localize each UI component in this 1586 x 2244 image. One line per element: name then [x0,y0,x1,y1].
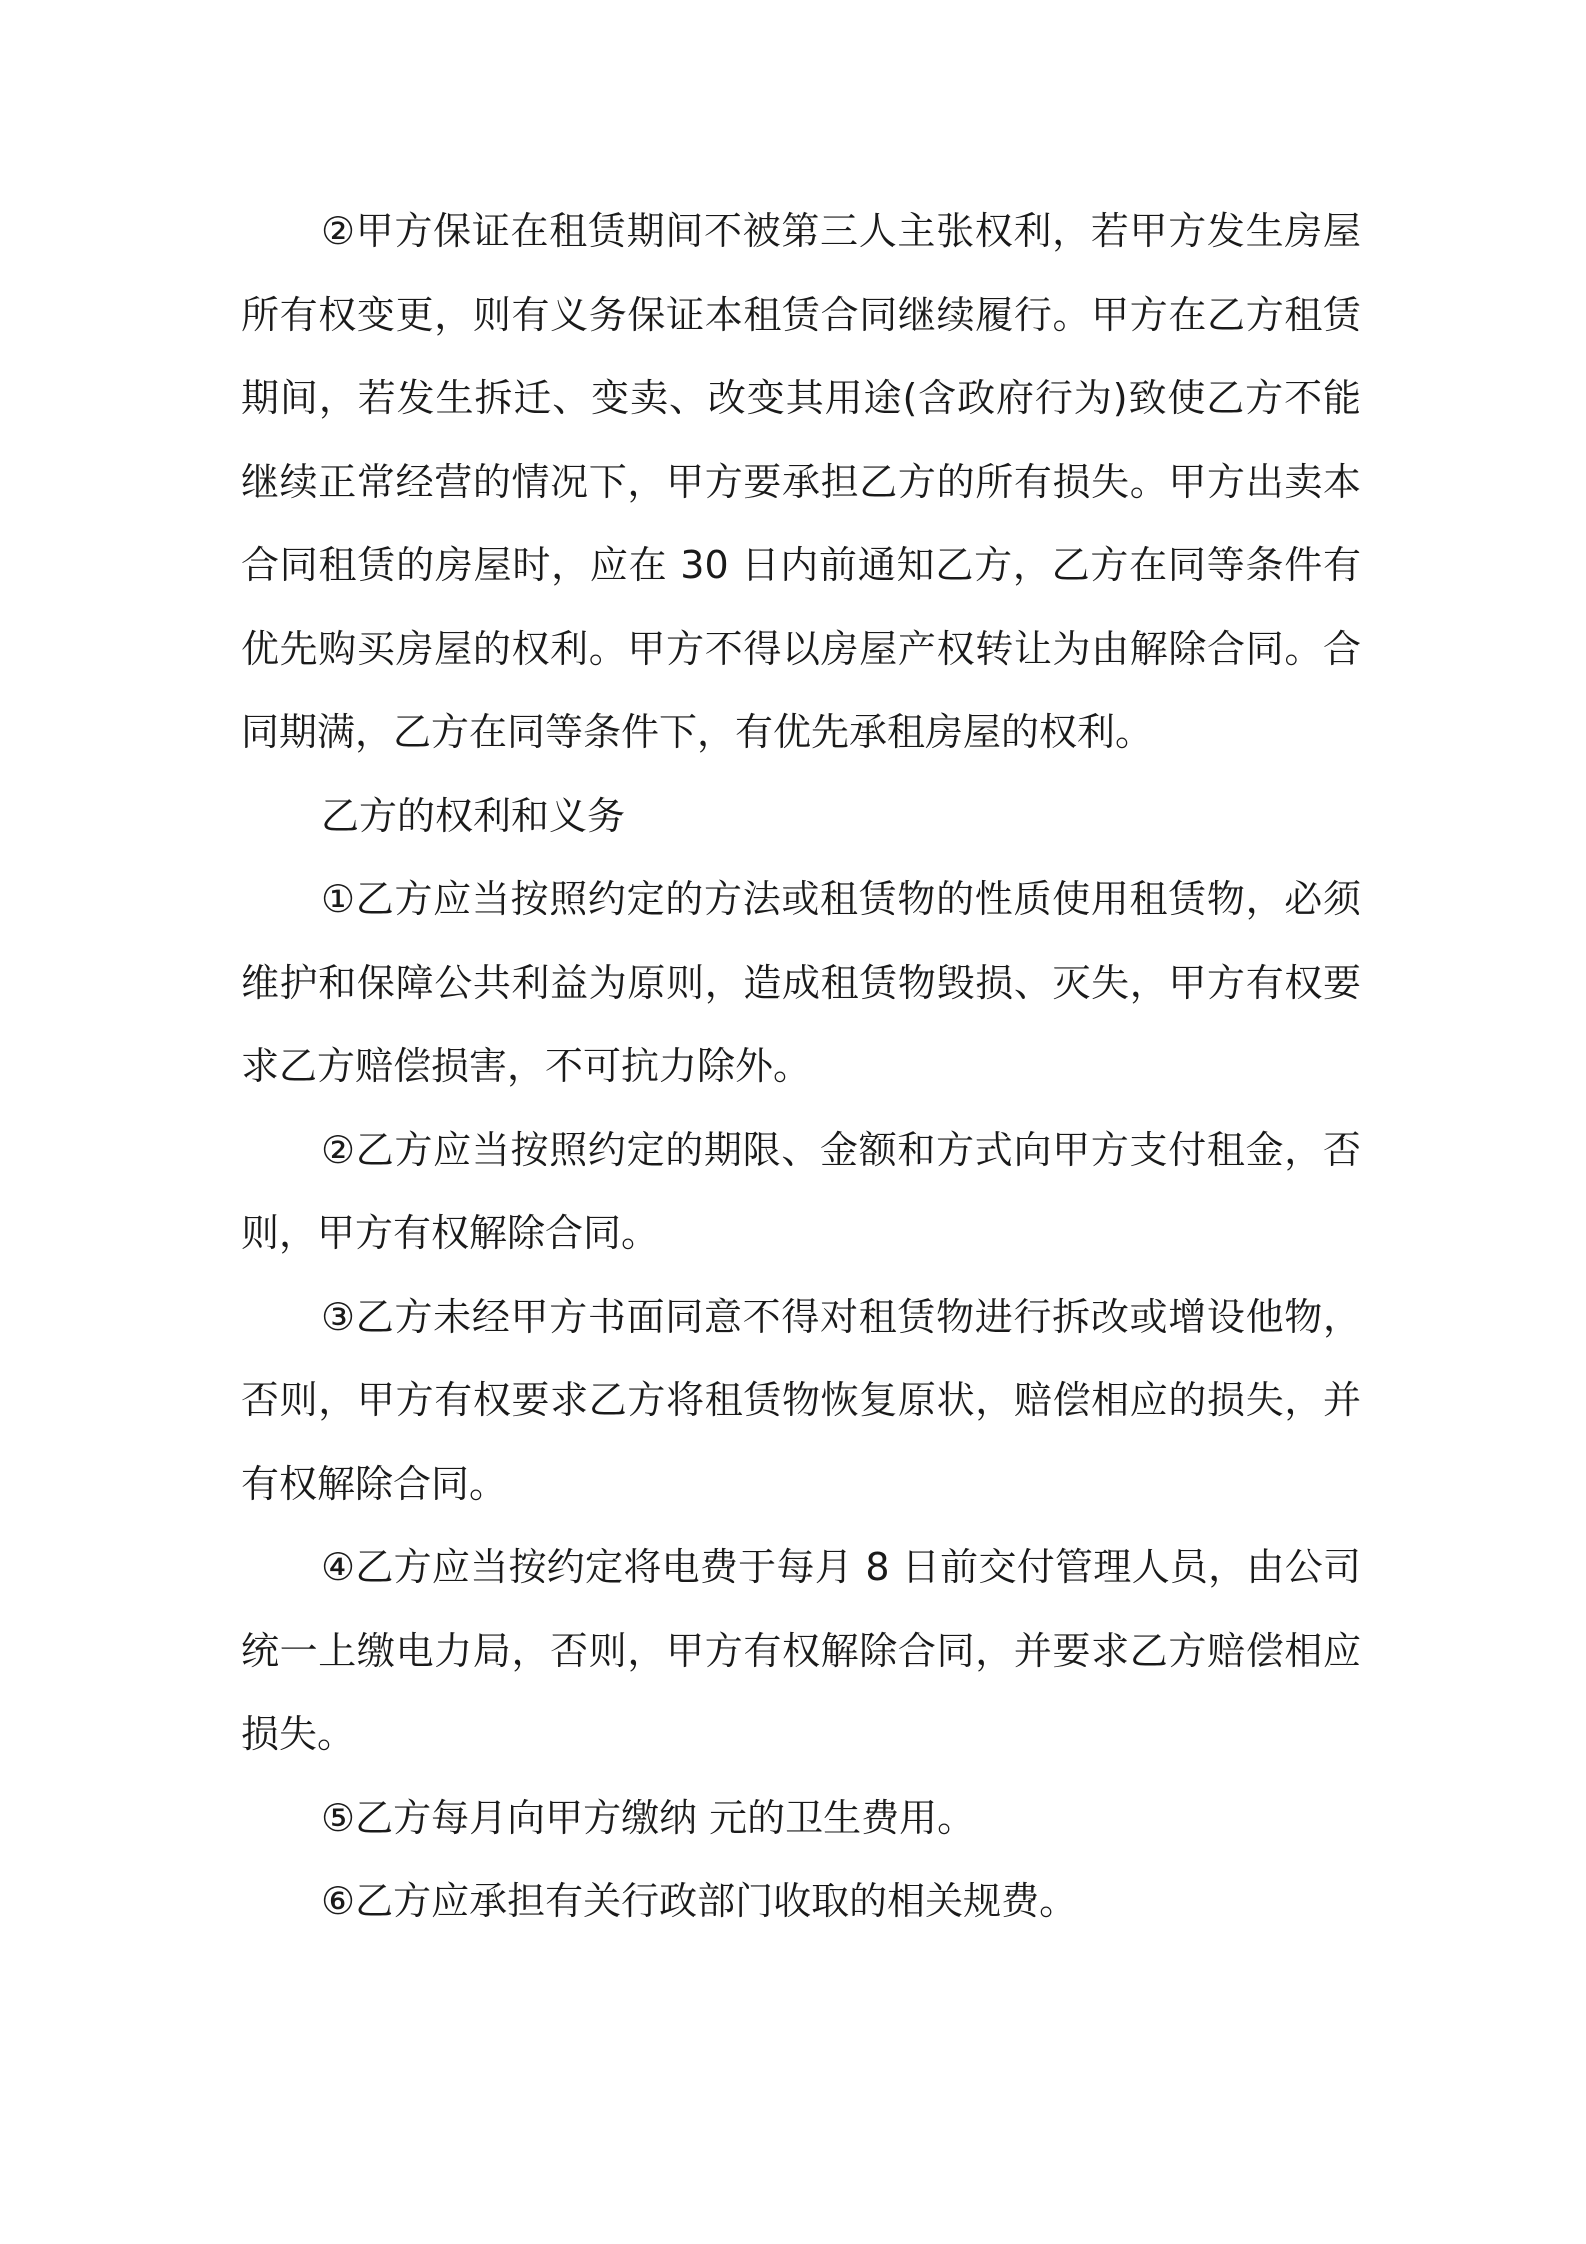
paragraph-lessee-alteration: ③乙方未经甲方书面同意不得对租赁物进行拆改或增设他物，否则，甲方有权要求乙方将租赁物恢复原状，赔偿相应的损失，并有权解除合同。 [241,1294,1361,1506]
paragraph-lessor-guarantee: ②甲方保证在租赁期间不被第三人主张权利，若甲方发生房屋所有权变更，则有义务保证本租赁合同继续履行。甲方在乙方租赁期间，若发生拆迁、变卖、改变其用途(含政府行为)致使乙方不能继续正常经营的情况下，甲方要承担乙方的所有损失。甲方出卖本合同租赁的房屋时，应在 30 日内前通知乙方，乙方在同等条件有优先购买房屋的权利。甲方不得以房屋产权转让为由解除合同。合同期满，乙方在同等条件下，有优先承租房屋的权利。 [241,209,1361,754]
section-heading-lessee-rights: 乙方的权利和义务 [321,793,626,838]
paragraph-lessee-sanitation-fee: ⑤乙方每月向甲方缴纳 元的卫生费用。 [321,1795,976,1840]
paragraph-lessee-rent: ②乙方应当按照约定的期限、金额和方式向甲方支付租金，否则，甲方有权解除合同。 [241,1127,1361,1255]
paragraph-lessee-electricity: ④乙方应当按约定将电费于每月 8 日前交付管理人员，由公司统一上缴电力局，否则，甲方有权解除合同，并要求乙方赔偿相应损失。 [241,1545,1361,1756]
document-body [241,190,1361,1944]
paragraph-lessee-admin-fees: ⑥乙方应承担有关行政部门收取的相关规费。 [321,1879,1078,1923]
paragraph-lessee-use: ①乙方应当按照约定的方法或租赁物的性质使用租赁物，必须维护和保障公共利益为原则，造成租赁物毁损、灭失，甲方有权要求乙方赔偿损害，不可抗力除外。 [241,877,1361,1088]
